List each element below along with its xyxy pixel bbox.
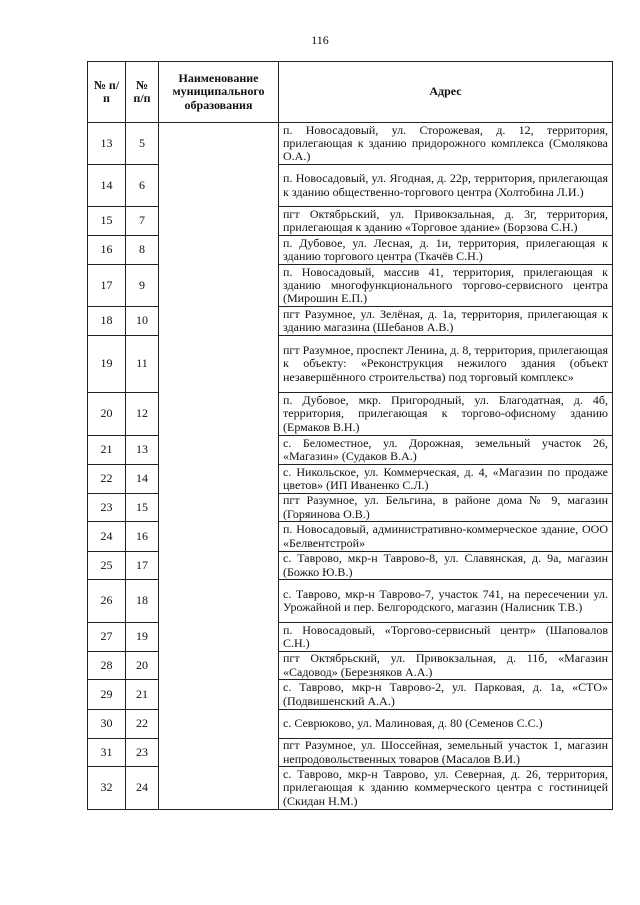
- row-number: 20: [88, 393, 126, 436]
- table-header-row: [88, 62, 613, 123]
- row-address: пгт Октябрьский, ул. Привокзальная, д. 11б, «Магазин «Садовод» (Березняков А.А.): [279, 652, 613, 680]
- row-sub-number: 22: [126, 710, 159, 739]
- row-sub-number: 12: [126, 393, 159, 436]
- row-address: пгт Разумное, ул. Зелёная, д. 1а, территория, прилегающая к зданию магазина (Шебанов А.В.): [279, 307, 613, 336]
- row-number: 24: [88, 522, 126, 552]
- row-address: с. Беломестное, ул. Дорожная, земельный участок 26, «Магазин» (Судаков В.А.): [279, 436, 613, 465]
- row-number: 28: [88, 652, 126, 680]
- row-address: п. Новосадовый, административно-коммерческое здание, ООО «Белвентстрой»: [279, 522, 613, 552]
- row-number: 26: [88, 580, 126, 623]
- row-address: с. Таврово, мкр-н Таврово-7, участок 741, на пересечении ул. Урожайной и пер. Белгородского, магазин (Налисник Т.В.): [279, 580, 613, 623]
- row-number: 32: [88, 767, 126, 810]
- row-number: 31: [88, 739, 126, 767]
- row-sub-number: 9: [126, 265, 159, 307]
- row-number: 25: [88, 552, 126, 580]
- header-address: Адрес: [279, 62, 613, 123]
- row-address: п. Дубовое, мкр. Пригородный, ул. Благодатная, д. 4б, территория, прилегающая к торгово-офисному зданию (Ермаков В.Н.): [279, 393, 613, 436]
- row-number: 30: [88, 710, 126, 739]
- row-number: 21: [88, 436, 126, 465]
- header-municipality: Наименование муниципального образования: [159, 62, 279, 123]
- table-row: [88, 123, 613, 165]
- row-number: 22: [88, 465, 126, 494]
- row-address: п. Дубовое, ул. Лесная, д. 1и, территория, прилегающая к зданию торгового центра (Ткачёв С.Н.): [279, 236, 613, 265]
- registry-table: [87, 61, 613, 810]
- row-sub-number: 10: [126, 307, 159, 336]
- row-sub-number: 19: [126, 623, 159, 652]
- row-sub-number: 7: [126, 207, 159, 236]
- row-sub-number: 8: [126, 236, 159, 265]
- row-address: п. Новосадовый, «Торгово-сервисный центр» (Шаповалов С.Н.): [279, 623, 613, 652]
- row-number: 19: [88, 336, 126, 393]
- row-number: 18: [88, 307, 126, 336]
- row-sub-number: 18: [126, 580, 159, 623]
- row-sub-number: 13: [126, 436, 159, 465]
- row-sub-number: 21: [126, 680, 159, 710]
- row-sub-number: 6: [126, 165, 159, 207]
- row-number: 13: [88, 123, 126, 165]
- row-address: п. Новосадовый, массив 41, территория, прилегающая к зданию многофункционального торгово-сервисного центра (Мирошин Е.П.): [279, 265, 613, 307]
- row-number: 23: [88, 494, 126, 522]
- row-number: 16: [88, 236, 126, 265]
- row-sub-number: 17: [126, 552, 159, 580]
- header-sub-number: № п/п: [126, 62, 159, 123]
- row-address: п. Новосадовый, ул. Ягодная, д. 22р, территория, прилегающая к зданию общественно-торгового центра (Холтобина Л.И.): [279, 165, 613, 207]
- row-sub-number: 11: [126, 336, 159, 393]
- row-address: пгт Разумное, проспект Ленина, д. 8, территория, прилегающая к объекту: «Реконструкция нежилого здания (объект незавершённого строительства) под торговый комплекс»: [279, 336, 613, 393]
- row-address: с. Никольское, ул. Коммерческая, д. 4, «Магазин по продаже цветов» (ИП Иваненко С.Л.): [279, 465, 613, 494]
- municipality-cell: [159, 123, 279, 810]
- row-address: с. Таврово, мкр-н Таврово-2, ул. Парковая, д. 1а, «СТО» (Подвишенский А.А.): [279, 680, 613, 710]
- row-address: с. Севрюково, ул. Малиновая, д. 80 (Семенов С.С.): [279, 710, 613, 739]
- row-sub-number: 15: [126, 494, 159, 522]
- row-number: 17: [88, 265, 126, 307]
- row-number: 15: [88, 207, 126, 236]
- row-number: 27: [88, 623, 126, 652]
- row-address: пгт Октябрьский, ул. Привокзальная, д. 3г, территория, прилегающая к зданию «Торговое здание» (Борзова С.Н.): [279, 207, 613, 236]
- header-row-number: № п/п: [88, 62, 126, 123]
- row-address: с. Таврово, мкр-н Таврово-8, ул. Славянская, д. 9а, магазин (Божко Ю.В.): [279, 552, 613, 580]
- row-sub-number: 14: [126, 465, 159, 494]
- row-address: пгт Разумное, ул. Шоссейная, земельный участок 1, магазин непродовольственных товаров (Масалов В.И.): [279, 739, 613, 767]
- row-sub-number: 5: [126, 123, 159, 165]
- row-number: 14: [88, 165, 126, 207]
- row-sub-number: 23: [126, 739, 159, 767]
- row-address: пгт Разумное, ул. Бельгина, в районе дома № 9, магазин (Горяинова О.В.): [279, 494, 613, 522]
- row-sub-number: 24: [126, 767, 159, 810]
- row-address: с. Таврово, мкр-н Таврово, ул. Северная, д. 26, территория, прилегающая к зданию коммерческого центра с гостиницей (Скидан Н.М.): [279, 767, 613, 810]
- page-number: 116: [311, 33, 329, 47]
- row-address: п. Новосадовый, ул. Сторожевая, д. 12, территория, прилегающая к зданию придорожного комплекса (Смолякова О.А.): [279, 123, 613, 165]
- row-number: 29: [88, 680, 126, 710]
- row-sub-number: 20: [126, 652, 159, 680]
- row-sub-number: 16: [126, 522, 159, 552]
- table-body: [88, 123, 613, 810]
